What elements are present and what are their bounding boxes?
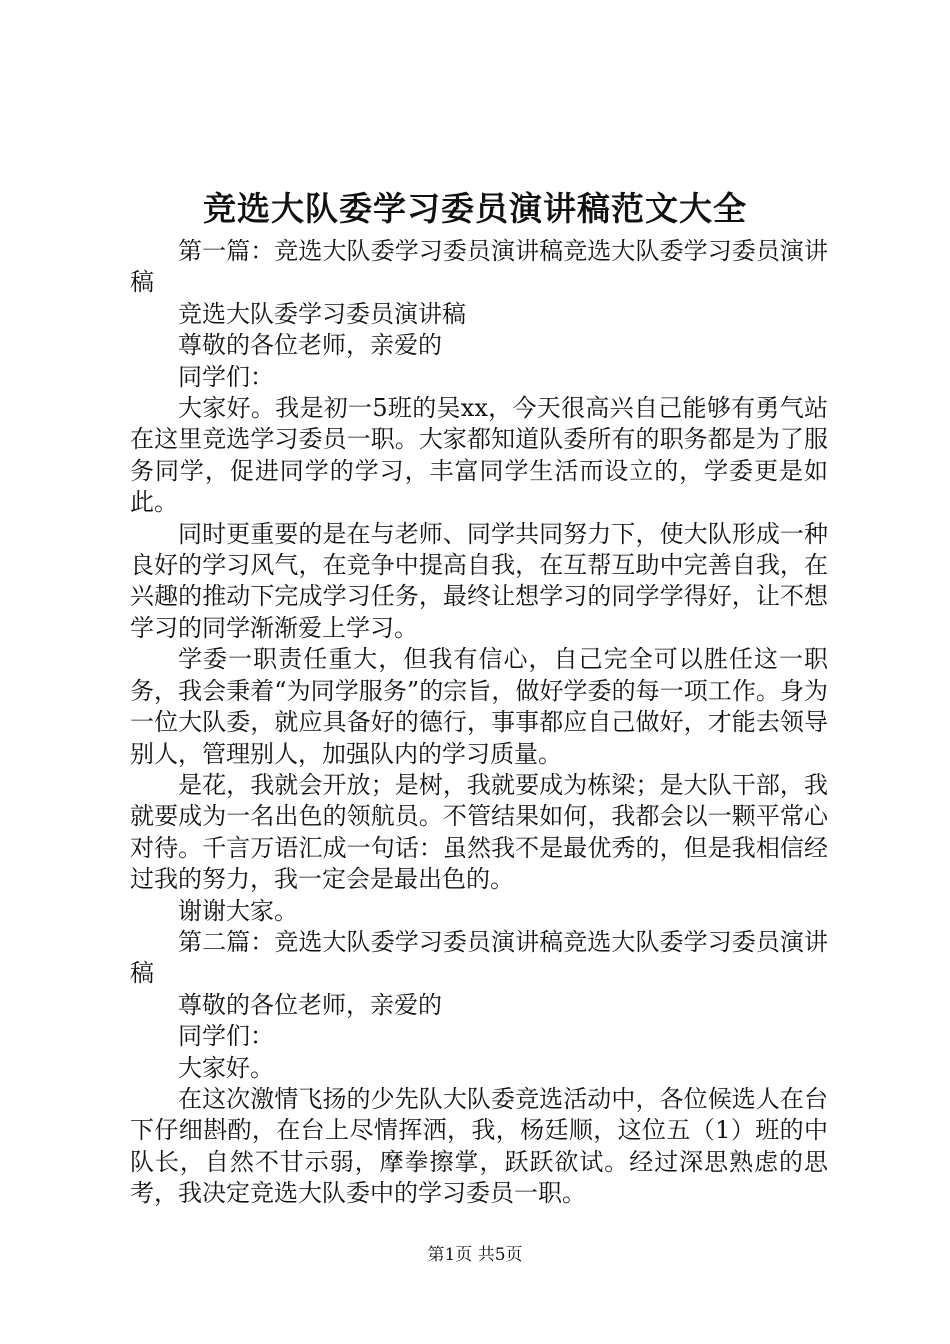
paragraph: 同时更重要的是在与老师、同学共同努力下，使大队形成一种良好的学习风气，在竞争中提高自我，在互帮互助中完善自我，在兴趣的推动下完成学习任务，最终让想学习的同学学得好，让不想学习的同学渐渐爱上学习。: [130, 519, 828, 642]
paragraph: 第一篇：竞选大队委学习委员演讲稿竞选大队委学习委员演讲稿: [130, 237, 828, 297]
paragraph: 大家好。我是初一5班的吴xx，今天很高兴自己能够有勇气站在这里竞选学习委员一职。大家都知道队委所有的职务都是为了服务同学，促进同学的学习，丰富同学生活而设立的，学委更是如此。: [130, 394, 828, 517]
paragraph: 同学们：: [178, 362, 274, 391]
paragraph: 竞选大队委学习委员演讲稿: [178, 299, 466, 328]
paragraph: 学委一职责任重大，但我有信心，自己完全可以胜任这一职务，我会秉着“为同学服务”的宗旨，做好学委的每一项工作。身为一位大队委，就应具备好的德行，事事都应自己做好，才能去领导别人，管理别人，加强队内的学习质量。: [130, 645, 828, 768]
paragraph: 尊敬的各位老师，亲爱的: [178, 331, 442, 360]
document-body: [130, 236, 828, 1210]
paragraph: 谢谢大家。: [178, 896, 298, 925]
paragraph: 尊敬的各位老师，亲爱的: [178, 990, 442, 1019]
paragraph: 同学们：: [178, 1022, 274, 1051]
page-footer: 第1页 共5页: [427, 1245, 523, 1265]
document-title: 竞选大队委学习委员演讲稿范文大全: [203, 189, 747, 228]
paragraph: 在这次激情飞扬的少先队大队委竞选活动中，各位候选人在台下仔细斟酌，在台上尽情挥洒，我，杨廷顺，这位五（1）班的中队长，自然不甘示弱，摩拳擦掌，跃跃欲试。经过深思熟虑的思考，我决定竞选大队委中的学习委员一职。: [130, 1084, 828, 1208]
paragraph: 第二篇：竞选大队委学习委员演讲稿竞选大队委学习委员演讲稿: [130, 927, 828, 988]
paragraph: 大家好。: [178, 1053, 274, 1082]
paragraph: 是花，我就会开放；是树，我就要成为栋梁；是大队干部，我就要成为一名出色的领航员。不管结果如何，我都会以一颗平常心对待。千言万语汇成一句话：虽然我不是最优秀的，但是我相信经过我的努力，我一定会是最出色的。: [130, 770, 828, 894]
